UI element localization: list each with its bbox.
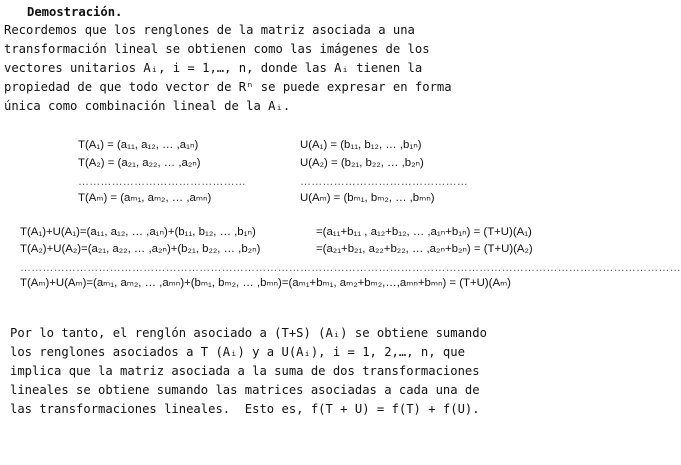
conclusion-line: implica que la matriz asociada a la suma de dos transformaciones <box>10 364 480 378</box>
intro-line: transformación lineal se obtienen como las imágenes de los <box>4 42 430 56</box>
intro-line: propiedad de que todo vector de Rⁿ se puede expresar en forma <box>4 80 452 94</box>
conclusion-line: Por lo tanto, el renglón asociado a (T+S) (Aᵢ) se obtiene sumando <box>10 326 487 340</box>
sum-row-2-right: =(a₂₁+b₂₁, a₂₂+b₂₂, … ,a₂ₙ+b₂ₙ) = (T+U)(A₂) <box>316 243 533 255</box>
t-image-row-2: T(A₂) = (a₂₁, a₂₂, … ,a₂ₙ) <box>78 157 201 169</box>
t-images-ellipsis: ……………………………………… <box>78 176 246 188</box>
sum-row-2-left: T(A₂)+U(A₂)=(a₂₁, a₂₂, … ,a₂ₙ)+(b₂₁, b₂₂, … ,b₂ₙ) <box>20 243 261 255</box>
u-images-ellipsis: ……………………………………… <box>300 176 468 188</box>
t-image-row-m: T(Aₘ) = (aₘ₁, aₘ₂, … ,aₘₙ) <box>78 192 212 204</box>
intro-line: única como combinación lineal de la Aᵢ. <box>4 99 291 113</box>
u-image-row-m: U(Aₘ) = (bₘ₁, bₘ₂, … ,bₘₙ) <box>300 192 435 204</box>
sum-row-1-left: T(A₁)+U(A₁)=(a₁₁, a₁₂, … ,a₁ₙ)+(b₁₁, b₁₂, … ,b₁ₙ) <box>20 226 256 238</box>
conclusion-line: las transformaciones lineales. Esto es, f(T + U) = f(T) + f(U). <box>10 402 480 416</box>
u-image-row-1: U(A₁) = (b₁₁, b₁₂, … ,b₁ₙ) <box>300 139 422 151</box>
t-image-row-1: T(A₁) = (a₁₁, a₁₂, … ,a₁ₙ) <box>78 139 199 151</box>
sum-row-m: T(Aₘ)+U(Aₘ)=(aₘ₁, aₘ₂, … ,aₘₙ)+(bₘ₁, bₘ₂, … ,bₘₙ)=(aₘ₁+bₘ₁, aₘ₂+bₘ₂,…,aₘₙ+bₘₙ) = (T+U)(Aₘ) <box>20 277 511 289</box>
conclusion-line: lineales se obtiene sumando las matrices asociadas a cada una de <box>10 383 480 397</box>
sum-ellipsis: …………………………………………………………………………………………………………………………………………………………… <box>20 262 681 274</box>
intro-line: vectores unitarios Aᵢ, i = 1,…, n, donde las Aᵢ tienen la <box>4 61 423 75</box>
conclusion-line: los renglones asociados a T (Aᵢ) y a U(Aᵢ), i = 1, 2,…, n, que <box>10 345 465 359</box>
proof-heading: Demostración. <box>27 5 123 19</box>
intro-line: Recordemos que los renglones de la matriz asociada a una <box>4 23 415 37</box>
sum-row-1-right: =(a₁₁+b₁₁ , a₁₂+b₁₂, … ,a₁ₙ+b₁ₙ) = (T+U)(A₁) <box>316 226 532 238</box>
u-image-row-2: U(A₂) = (b₂₁, b₂₂, … ,b₂ₙ) <box>300 157 424 169</box>
